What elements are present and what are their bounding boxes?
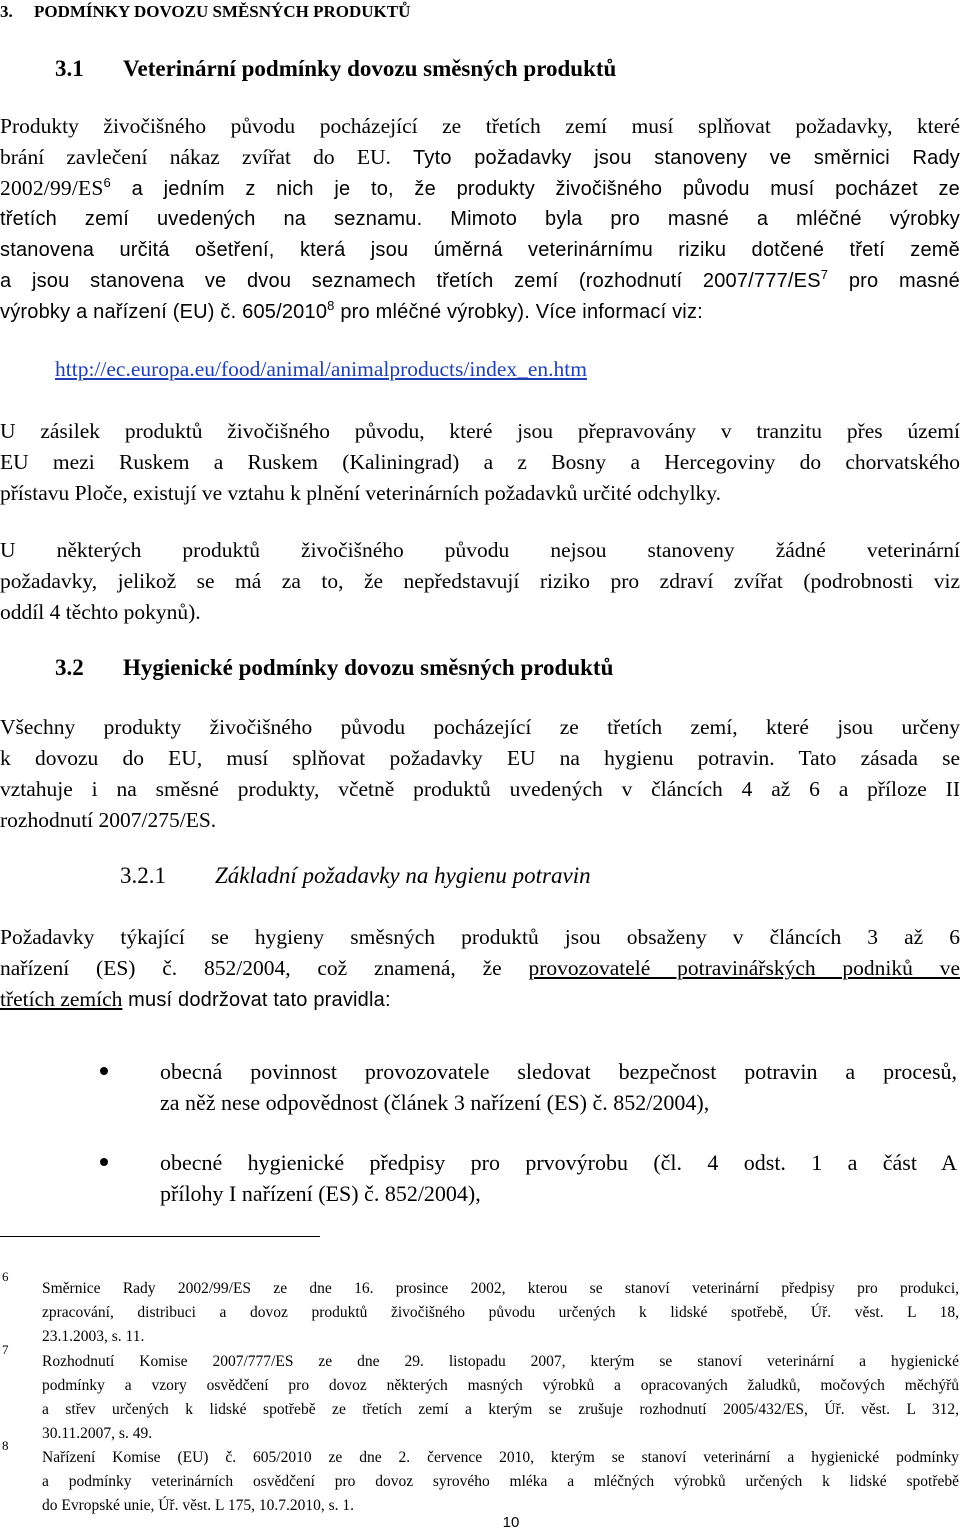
text-span: výrobky a nařízení (EU) č. 605/2010 bbox=[0, 301, 328, 323]
text-line: Nařízení Komise (EU) č. 605/2010 ze dne 2. července 2010, kterým se stanoví veterinární a hygienické podmínky bbox=[42, 1449, 959, 1466]
text-line: a střev určených k lidské spotřebě ze třetích zemí a kterým se zrušuje rozhodnutí 2005/432/ES, Úř. věst. L 312, bbox=[42, 1401, 959, 1418]
section-heading-3-2 bbox=[55, 655, 955, 681]
text-span: pro masné bbox=[828, 270, 960, 292]
text-line: Všechny produkty živočišného původu pocházející ze třetích zemí, které jsou určeny bbox=[0, 715, 960, 739]
link-line bbox=[55, 357, 955, 382]
footnote-number: 6 bbox=[2, 1269, 9, 1284]
text-line bbox=[0, 204, 960, 235]
footnote-separator bbox=[0, 1236, 320, 1237]
text-line: požadavky, jelikož se má za to, že nepředstavují riziko pro zdraví zvířat (podrobnosti viz bbox=[0, 569, 960, 593]
text-span: a jsou stanovena ve dvou seznamech třetích zemí (rozhodnutí 2007/777/ES bbox=[0, 270, 821, 292]
text-span: 2002/99/ES bbox=[0, 176, 104, 200]
text-span: třetích zemí uvedených na seznamu. bbox=[0, 208, 423, 230]
paragraph-basic-requirements bbox=[0, 922, 960, 1015]
text-line: přílohy I nařízení (ES) č. 852/2004), bbox=[160, 1181, 481, 1206]
text-line: vztahuje i na směsné produkty, včetně produktů uvedených v článcích 4 až 6 a příloze II bbox=[0, 777, 960, 801]
text-line bbox=[0, 111, 960, 142]
text-line: U některých produktů živočišného původu nejsou stanoveny žádné veterinární bbox=[0, 538, 960, 562]
text-line: Směrnice Rady 2002/99/ES ze dne 16. prosince 2002, kterou se stanoví veterinární předpisy pro produkci, bbox=[42, 1280, 959, 1297]
chapter-title-rest: ODMÍNKY DOVOZU SMĚSNÝCH PRODUKTŮ bbox=[44, 2, 411, 21]
text-line: k dovozu do EU, musí splňovat požadavky EU na hygienu potravin. Tato zásada se bbox=[0, 746, 960, 770]
bullet-icon bbox=[100, 1067, 108, 1075]
text-line: U zásilek produktů živočišného původu, které jsou přepravovány v tranzitu přes území bbox=[0, 419, 960, 443]
subsection-heading-3-2-1 bbox=[120, 863, 920, 889]
text-line: EU mezi Ruskem a Ruskem (Kaliningrad) a z Bosny a Hercegoviny do chorvatského bbox=[0, 450, 960, 474]
paragraph-veterinary-requirements bbox=[0, 111, 960, 328]
text-span: Mimoto byla pro masné a mléčné výrobky bbox=[422, 208, 960, 230]
footnote-number: 8 bbox=[2, 1438, 9, 1453]
text-line bbox=[0, 297, 960, 328]
text-span: stanovena určitá ošetření, která jsou úměrná veterinárnímu riziku dotčené třetí země bbox=[0, 239, 960, 261]
chapter-number: 3. bbox=[0, 2, 13, 21]
text-line bbox=[0, 266, 960, 297]
text-line: přístavu Ploče, existují ve vztahu k plnění veterinárních požadavků určité odchylky. bbox=[0, 481, 722, 505]
section-number: 3.1 bbox=[55, 56, 84, 81]
text-line: do Evropské unie, Úř. věst. L 175, 10.7.2010, s. 1. bbox=[42, 1497, 354, 1514]
subsection-number: 3.2.1 bbox=[120, 863, 166, 888]
text-span: pro mléčné výrobky). Více informací viz: bbox=[334, 301, 703, 323]
text-line: zpracování, distribuci a dovoz produktů živočišného původu určených k lidské spotřebě, Úř. věst. L 18, bbox=[42, 1304, 959, 1321]
paragraph-hygiene bbox=[0, 712, 960, 836]
page-number: 10 bbox=[502, 1514, 520, 1531]
text-line: 30.11.2007, s. 49. bbox=[42, 1425, 153, 1442]
subsection-title: Základní požadavky na hygienu potravin bbox=[215, 863, 591, 888]
footnote-ref-6[interactable]: 6 bbox=[103, 175, 111, 190]
text-span: a jedním z nich je to, že produkty živočišného původu musí pocházet ze bbox=[110, 178, 960, 200]
footnote-ref-8[interactable]: 8 bbox=[327, 298, 335, 313]
section-title: Veterinární podmínky dovozu směsných produktů bbox=[123, 56, 617, 81]
list-item-text bbox=[160, 1056, 957, 1118]
text-line: rozhodnutí 2007/275/ES. bbox=[0, 808, 217, 832]
text-line: 23.1.2003, s. 11. bbox=[42, 1328, 145, 1345]
underlined-text: třetích zemích bbox=[0, 987, 123, 1011]
text-line bbox=[0, 173, 960, 204]
text-line: obecné hygienické předpisy pro prvovýrobu (čl. 4 odst. 1 a část A bbox=[160, 1150, 957, 1175]
section-number: 3.2 bbox=[55, 655, 84, 680]
text-line bbox=[0, 235, 960, 266]
footnote-text bbox=[42, 1446, 959, 1518]
footnote-ref-7[interactable]: 7 bbox=[820, 267, 829, 282]
text-span: Produkty živočišného původu pocházející ze třetích zemí musí splňovat požadavky, které bbox=[0, 114, 960, 138]
text-span: Tyto požadavky jsou stanoveny ve směrnici Rady bbox=[390, 147, 960, 169]
footnote-text bbox=[42, 1350, 959, 1446]
list-item-text bbox=[160, 1147, 957, 1209]
text-span: brání zavlečení nákaz zvířat do EU. bbox=[0, 145, 391, 169]
chapter-title-initial: P bbox=[34, 2, 45, 21]
section-title: Hygienické podmínky dovozu směsných produktů bbox=[123, 655, 614, 680]
text-line bbox=[0, 953, 960, 984]
section-heading-3-1 bbox=[55, 56, 955, 82]
chapter-heading bbox=[0, 2, 960, 22]
footnote-text bbox=[42, 1277, 959, 1349]
europa-animal-products-link[interactable]: http://ec.europa.eu/food/animal/animalproducts/index_en.htm bbox=[55, 357, 587, 381]
text-span: musí dodržovat tato pravidla: bbox=[122, 989, 391, 1011]
text-line bbox=[0, 142, 960, 173]
bullet-icon bbox=[100, 1158, 108, 1166]
text-line: Požadavky týkající se hygieny směsných produktů jsou obsaženy v článcích 3 až 6 bbox=[0, 925, 960, 949]
text-line: podmínky a vzory osvědčení pro dovoz některých masných výrobků a opracovaných žaludků, močových měchýřů bbox=[42, 1377, 959, 1394]
underlined-text: provozovatelé potravinářských podniků ve bbox=[528, 956, 960, 980]
footnote-number: 7 bbox=[2, 1342, 9, 1357]
paragraph-no-requirements bbox=[0, 535, 960, 628]
text-line: oddíl 4 těchto pokynů). bbox=[0, 600, 201, 624]
text-line: Rozhodnutí Komise 2007/777/ES ze dne 29. listopadu 2007, kterým se stanoví veterinární a hygienické bbox=[42, 1353, 959, 1370]
paragraph-transit bbox=[0, 416, 960, 509]
text-line: a podmínky veterinárních osvědčení pro dovoz syrového mléka a mléčných výrobků určených k lidské spotřebě bbox=[42, 1473, 959, 1490]
text-line: obecná povinnost provozovatele sledovat bezpečnost potravin a procesů, bbox=[160, 1059, 957, 1084]
text-line: za něž nese odpovědnost (článek 3 nařízení (ES) č. 852/2004), bbox=[160, 1090, 710, 1115]
text-span: nařízení (ES) č. 852/2004, což znamená, že bbox=[0, 956, 529, 980]
text-line bbox=[0, 984, 960, 1015]
